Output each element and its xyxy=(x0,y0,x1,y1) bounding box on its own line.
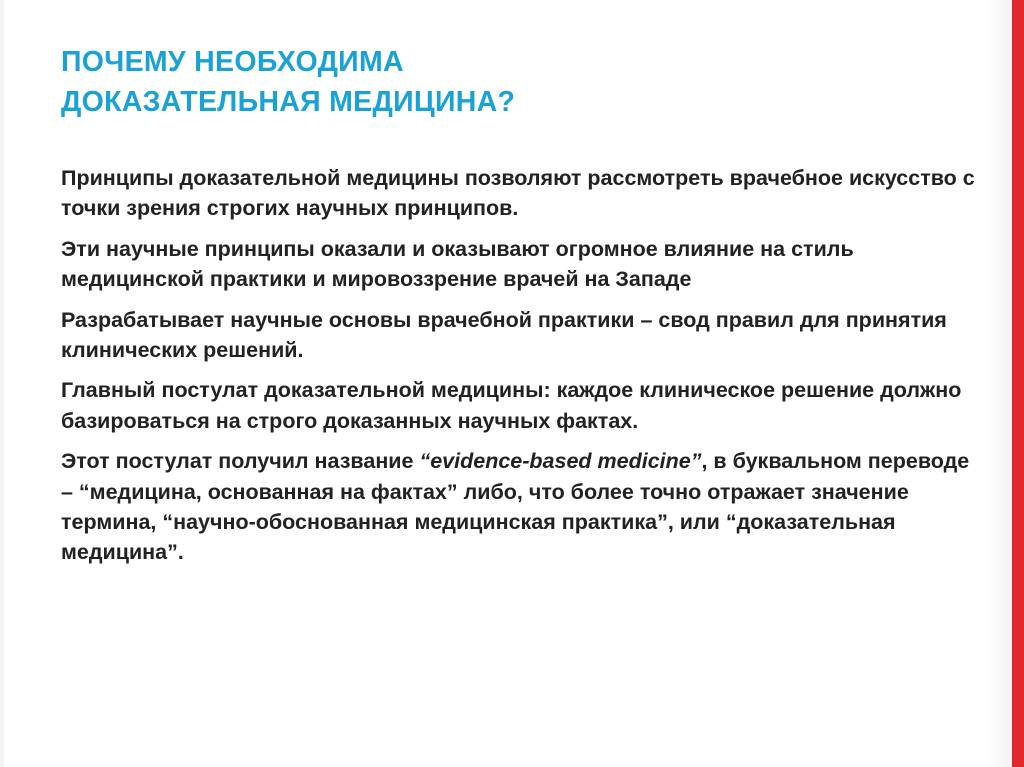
accent-bar xyxy=(1012,0,1024,767)
slide-title xyxy=(61,42,515,122)
paragraph-main-postulate: Главный постулат доказательной медицины: каждое клиническое решение должно базироваться на строго доказанных научных фактах. xyxy=(61,378,962,433)
slide-title-line-1: ПОЧЕМУ НЕОБХОДИМА xyxy=(61,46,404,78)
slide-edge-shadow xyxy=(988,0,1012,767)
paragraph-foundations: Разрабатывает научные основы врачебной практики – свод правил для принятия клинических решений. xyxy=(61,307,947,363)
evidence-based-medicine-term: “evidence-based medicine” xyxy=(419,449,702,474)
paragraph-evidence-before: Этот постулат получил название xyxy=(61,449,420,474)
slide-body xyxy=(61,163,981,578)
paragraph-principles: Принципы доказательной медицины позволяют рассмотреть врачебное искусство с точки зрения строгих научных принципов. xyxy=(61,166,975,221)
paragraph-evidence-based-term xyxy=(61,446,981,568)
slide-left-edge xyxy=(0,0,4,767)
paragraph-influence: Эти научные принципы оказали и оказывают огромное влияние на стиль медицинской практики и мировоззрение врачей на Западе xyxy=(61,236,854,292)
slide-title-line-2: ДОКАЗАТЕЛЬНАЯ МЕДИЦИНА? xyxy=(61,86,516,118)
paragraph-evidence-after: , в буквальном переводе – “медицина, основанная на фактах” либо, что более точно отражает значение термина, “научно-обоснованная медицинская практика”, или “доказательная медицина”. xyxy=(61,449,970,565)
